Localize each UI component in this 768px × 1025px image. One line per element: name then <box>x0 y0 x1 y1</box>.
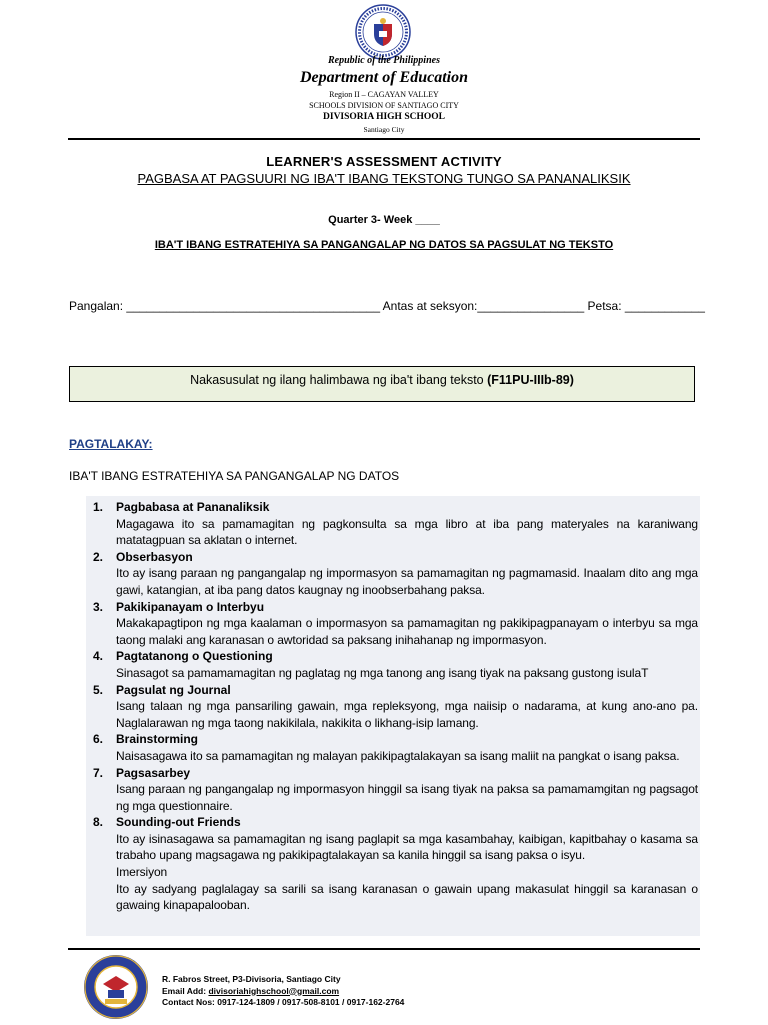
item-title: Pakikipanayam o Interbyu <box>116 599 265 614</box>
extra-item-description: Ito ay sadyang paglalagay sa sarili sa isang karanasan o gawain upang makasulat hinggil sa karanasan o gawaing kinapapalooban. <box>116 881 698 913</box>
item-description: Naisasagawa ito sa pamamagitan ng malayan pakikipagtalakayan sa isang maliit na pangkat o isang paksa. <box>116 748 680 763</box>
footer-address: R. Fabros Street, P3-Divisoria, Santiago City <box>162 974 341 984</box>
student-info-line <box>69 299 705 313</box>
list-item <box>93 682 698 732</box>
grade-section-label: Antas at seksyon: <box>382 299 478 313</box>
item-title: Sounding-out Friends <box>116 815 241 830</box>
extra-item-title: Imersiyon <box>116 865 168 880</box>
division-line: SCHOOLS DIVISION OF SANTIAGO CITY <box>309 101 459 110</box>
list-item <box>93 765 698 815</box>
footer-divider <box>68 948 700 950</box>
subject-title: PAGBASA AT PAGSUURI NG IBA'T IBANG TEKSTONG TUNGO SA PANANALIKSIK <box>137 171 631 186</box>
date-field[interactable]: ____________ <box>624 299 705 313</box>
item-title: Pagbabasa at Pananaliksik <box>116 500 270 514</box>
item-description: Isang paraan ng pangangalap ng impormasyon hinggil sa isang tiyak na paksa sa pamamamgitan ng pagsagot ng mga questionnaire. <box>116 782 698 813</box>
item-description: Sinasagot sa pamamamagitan ng paglatag ng mga tanong ang isang tiyak na paksang gustong isulaT <box>116 665 649 680</box>
item-title: Brainstorming <box>116 732 199 747</box>
item-number: 7. <box>93 765 104 780</box>
item-description: Makakapagtipon ng mga kaalaman o impormasyon sa pamamagitan ng pakikipagpanayam o interbyu sa mga taong malaki ang karanasan o awtoridad sa paksang inihahanap ng impormasyon. <box>116 616 698 647</box>
footer-contact-numbers: Contact Nos: 0917-124-1809 / 0917-508-8101 / 0917-162-2764 <box>162 997 405 1007</box>
item-description: Magagawa ito sa pamamagitan ng pagkonsulta sa mga libro at iba pang materyales na karaniwang matatagpuan sa aklatan o internet. <box>116 516 698 548</box>
footer-email-line <box>162 986 404 998</box>
city-line: Santiago City <box>363 125 405 134</box>
republic-line: Republic of the Philippines <box>328 55 440 66</box>
item-number: 5. <box>93 682 104 697</box>
school-name: DIVISORIA HIGH SCHOOL <box>323 112 445 122</box>
list-item <box>93 499 698 549</box>
department-title: Department of Education <box>299 69 468 86</box>
list-item <box>93 731 698 764</box>
list-item <box>93 648 698 681</box>
topic-title: IBA'T IBANG ESTRATEHIYA SA PANGANGALAP NG DATOS SA PAGSULAT NG TEKSTO <box>154 239 614 251</box>
list-item <box>93 814 698 914</box>
discussion-heading: PAGTALAKAY: <box>69 437 153 451</box>
date-label: Petsa: <box>587 299 622 313</box>
activity-title: LEARNER'S ASSESSMENT ACTIVITY <box>266 154 502 169</box>
item-title: Pagtatanong o Questioning <box>116 649 273 664</box>
learning-competency-box <box>69 366 695 402</box>
item-number: 2. <box>93 549 104 564</box>
grade-section-field[interactable]: ________________ <box>477 299 585 313</box>
item-description: Ito ay isinasagawa sa pamamagitan ng isang paglapit sa mga kasambahay, kaibigan, kapitbahay o kasama sa trabaho upang magsagawa ng pakikipagtalakayan sa kanila hinggil sa isang paksa o isyu. <box>116 831 698 863</box>
strategies-list <box>93 499 698 914</box>
header-divider <box>68 138 700 140</box>
item-description: Ito ay isang paraan ng pangangalap ng impormasyon sa pamamagitan ng pagmamasid. Inaalam dito ang mga gawi, katangian, at iba pang datos kaugnay ng inoobserbahang paksa. <box>116 566 698 597</box>
item-number: 8. <box>93 815 104 830</box>
item-title: Pagsasarbey <box>116 765 191 780</box>
item-number: 3. <box>93 599 104 614</box>
item-number: 6. <box>93 732 104 747</box>
footer-contact <box>162 974 404 1009</box>
quarter-week: Quarter 3- Week ____ <box>328 214 440 226</box>
item-number: 1. <box>93 500 104 514</box>
item-title: Obserbasyon <box>116 549 193 564</box>
deped-seal-logo <box>355 4 411 60</box>
list-item <box>93 599 698 649</box>
section-title: IBA'T IBANG ESTRATEHIYA SA PANGANGALAP NG DATOS <box>69 469 400 483</box>
name-field[interactable]: ______________________________________ <box>126 299 380 313</box>
school-seal-logo <box>83 954 149 1020</box>
footer-email-link[interactable]: divisoriahighschool@gmail.com <box>208 985 340 996</box>
name-label: Pangalan: <box>69 299 124 313</box>
region-line: Region II – CAGAYAN VALLEY <box>329 90 439 99</box>
list-item <box>93 549 698 599</box>
item-description: Isang talaan ng mga pansariling gawain, mga repleksyong, mga naiisip o nadarama, at kung ano-ano pa. Naglalarawan ng mga taong nakikilala, nakikita o likhang-isip lamang. <box>116 699 698 730</box>
competency-code: (F11PU-IIIb-89) <box>487 373 574 387</box>
footer-email-label: Email Add: <box>162 985 209 996</box>
item-title: Pagsulat ng Journal <box>116 682 231 697</box>
competency-text: Nakasusulat ng ilang halimbawa ng iba't ibang teksto <box>190 373 488 387</box>
item-number: 4. <box>93 649 104 664</box>
